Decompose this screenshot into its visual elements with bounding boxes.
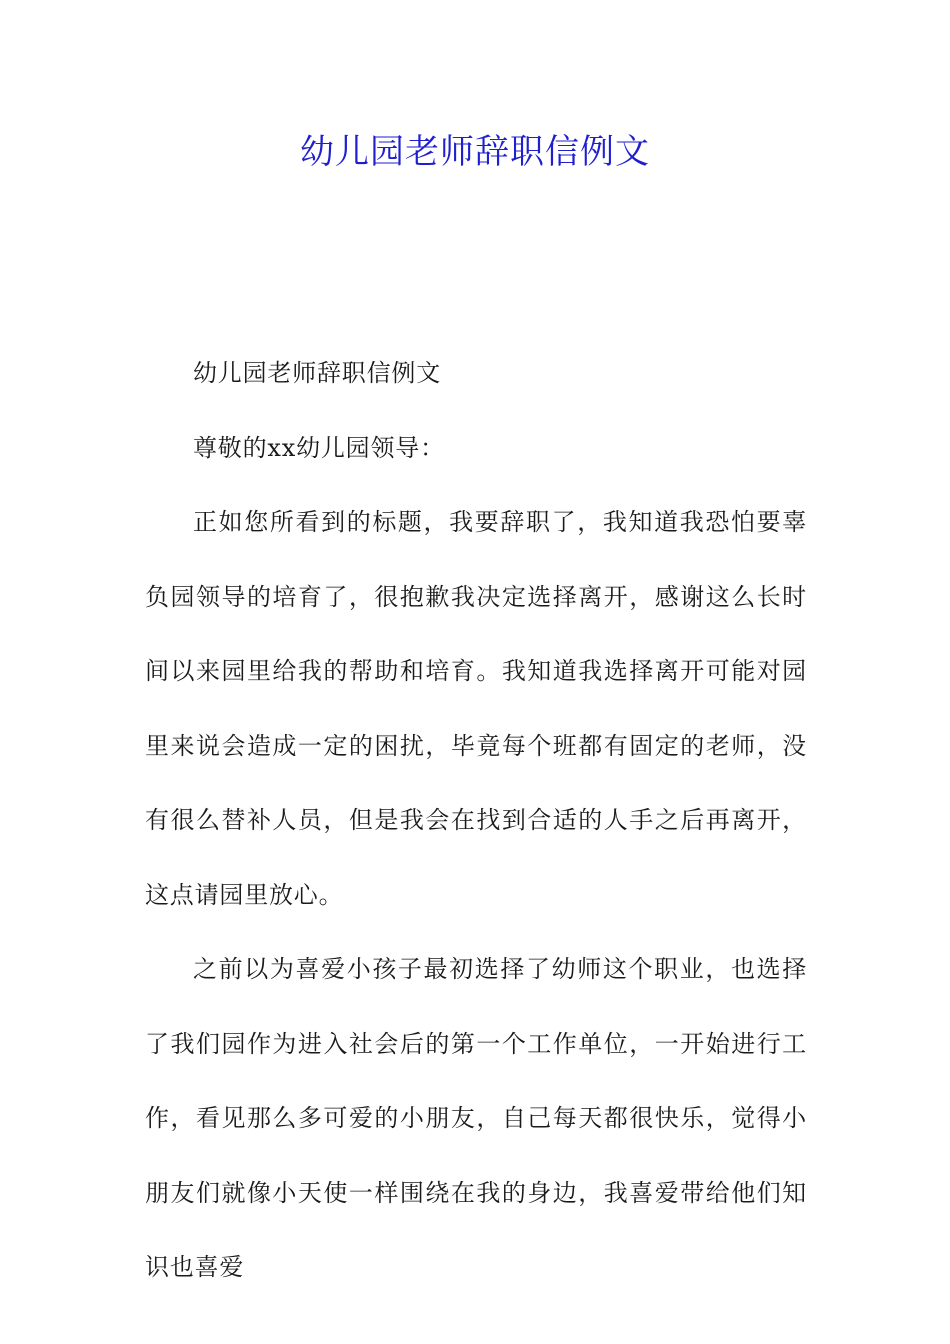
paragraph-heading: 幼儿园老师辞职信例文 bbox=[193, 359, 441, 387]
paragraph-career-memory: 之前以为喜爱小孩子最初选择了幼师这个职业，也选择了我们园作为进入社会后的第一个工作单位，一开始进行工作，看见那么多可爱的小朋友，自己每天都很快乐，觉得小朋友们就像小天使一样围绕在我的身边，我喜爱带给他们知识也喜爱 bbox=[145, 955, 807, 1281]
paragraph-resignation-reason: 正如您所看到的标题，我要辞职了，我知道我恐怕要辜负园领导的培育了，很抱歉我决定选择离开，感谢这么长时间以来园里给我的帮助和培育。我知道我选择离开可能对园里来说会造成一定的困扰，毕竟每个班都有固定的老师，没有很么替补人员，但是我会在找到合适的人手之后再离开，这点请园里放心。 bbox=[145, 508, 807, 909]
document-title: 幼儿园老师辞职信例文 bbox=[300, 132, 650, 172]
document-body bbox=[145, 336, 807, 1305]
paragraph-salutation: 尊敬的xx幼儿园领导： bbox=[193, 433, 445, 462]
